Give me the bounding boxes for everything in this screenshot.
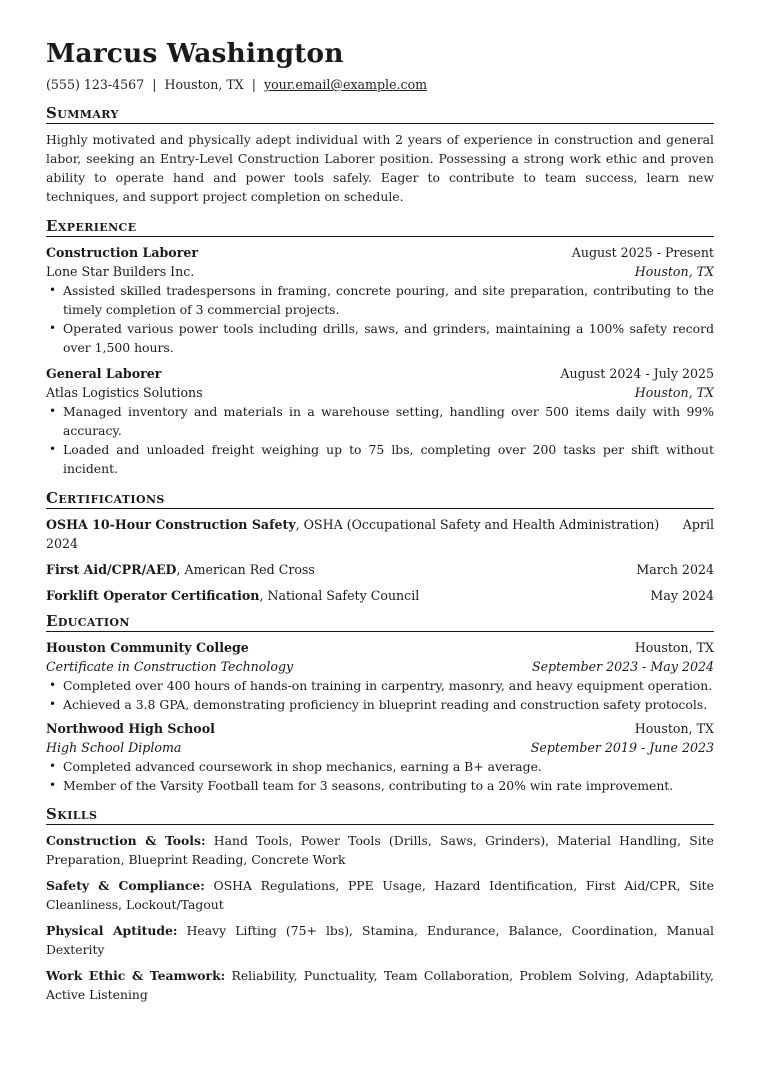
skill-group-label: Work Ethic & Teamwork: — [46, 968, 226, 983]
certification-issuer: , National Safety Council — [259, 588, 420, 603]
certification-date: May 2024 — [650, 588, 714, 603]
bullet-item: • Completed over 400 hours of hands-on training in carpentry, masonry, and heavy equipment operation. — [46, 676, 714, 695]
certification-issuer: , American Red Cross — [176, 562, 315, 577]
job-entry — [46, 364, 714, 478]
job-role: Construction Laborer — [46, 245, 198, 260]
section-title-experience: Experience — [46, 217, 714, 237]
email-link[interactable]: your.email@example.com — [263, 77, 428, 92]
degree: Certificate in Construction Technology — [46, 659, 294, 674]
school-location: Houston, TX — [634, 640, 714, 655]
job-bullets — [46, 281, 714, 357]
bullet-item: • Assisted skilled tradespersons in framing, concrete pouring, and site preparation, contributing to the timely completion of 3 commercial projects. — [46, 281, 714, 319]
skill-group — [46, 921, 714, 959]
education-section — [46, 612, 714, 795]
skill-group-items: Heavy Lifting (75+ lbs), Stamina, Endurance, Balance, Coordination, Manual Dexterity — [46, 923, 715, 957]
certification-date-year: 2024 — [46, 536, 79, 551]
certification-date: April — [682, 517, 714, 532]
location: Houston, TX — [164, 77, 244, 92]
certification-issuer: , OSHA (Occupational Safety and Health Administration) — [295, 517, 660, 532]
skill-group-label: Safety & Compliance: — [46, 878, 205, 893]
education-bullets — [46, 676, 714, 714]
contact-separator: | — [152, 77, 157, 92]
job-company: Lone Star Builders Inc. — [46, 264, 195, 279]
education-entry — [46, 638, 714, 714]
job-company: Atlas Logistics Solutions — [46, 385, 203, 400]
certification-name: First Aid/CPR/AED — [46, 562, 177, 577]
certification-name: Forklift Operator Certification — [46, 588, 260, 603]
skill-group-label: Physical Aptitude: — [46, 923, 178, 938]
certifications-section — [46, 489, 714, 605]
section-title-skills: Skills — [46, 805, 714, 825]
skill-group-label: Construction & Tools: — [46, 833, 206, 848]
resume-header — [46, 38, 714, 93]
skill-group-items: OSHA Regulations, PPE Usage, Hazard Identification, First Aid/CPR, Site Cleanliness, Lockout/Tagout — [46, 878, 714, 912]
skill-group — [46, 876, 714, 914]
school-name: Northwood High School — [46, 721, 215, 736]
job-dates: August 2024 - July 2025 — [560, 366, 714, 381]
job-entry — [46, 243, 714, 357]
certification-date: March 2024 — [636, 562, 714, 577]
school-name: Houston Community College — [46, 640, 249, 655]
certification-item — [46, 586, 714, 605]
section-title-summary: Summary — [46, 104, 714, 124]
bullet-item: • Managed inventory and materials in a warehouse setting, handling over 500 items daily with 99% accuracy. — [46, 402, 714, 440]
education-dates: September 2023 - May 2024 — [531, 659, 714, 674]
job-dates: August 2025 - Present — [571, 245, 714, 260]
skill-group-items: Hand Tools, Power Tools (Drills, Saws, Grinders), Material Handling, Site Preparation, Blueprint Reading, Concrete Work — [46, 833, 714, 867]
contact-separator: | — [251, 77, 256, 92]
summary-text: Highly motivated and physically adept individual with 2 years of experience in construction and general labor, seeking an Entry-Level Construction Laborer position. Possessing a strong work ethic and proven ability to operate hand and power tools safely. Eager to contribute to team success, learn new techniques, and support project completion on schedule. — [46, 132, 714, 204]
degree: High School Diploma — [46, 740, 182, 755]
job-location: Houston, TX — [634, 385, 714, 400]
school-location: Houston, TX — [634, 721, 714, 736]
summary-section — [46, 104, 714, 206]
section-title-education: Education — [46, 612, 714, 632]
job-role: General Laborer — [46, 366, 162, 381]
bullet-item: • Loaded and unloaded freight weighing up to 75 lbs, completing over 200 tasks per shift without incident. — [46, 440, 714, 478]
phone-number: (555) 123-4567 — [46, 77, 145, 92]
skill-group — [46, 831, 714, 869]
job-location: Houston, TX — [634, 264, 714, 279]
section-title-certifications: Certifications — [46, 489, 714, 509]
education-dates: September 2019 - June 2023 — [530, 740, 714, 755]
certification-name: OSHA 10-Hour Construction Safety — [46, 517, 296, 532]
certification-item — [46, 560, 714, 579]
candidate-name: Marcus Washington — [46, 38, 344, 69]
education-bullets — [46, 757, 714, 795]
education-entry — [46, 719, 714, 795]
job-bullets — [46, 402, 714, 478]
certification-item — [46, 515, 714, 553]
skill-group — [46, 966, 714, 1004]
bullet-item: • Achieved a 3.8 GPA, demonstrating proficiency in blueprint reading and construction safety protocols. — [46, 695, 714, 714]
skill-group-items: Reliability, Punctuality, Team Collaboration, Problem Solving, Adaptability, Active Listening — [46, 968, 714, 1002]
skills-section — [46, 805, 714, 1004]
bullet-item: • Operated various power tools including drills, saws, and grinders, maintaining a 100% safety record over 1,500 hours. — [46, 319, 714, 357]
contact-line — [46, 76, 714, 93]
bullet-item: • Completed advanced coursework in shop mechanics, earning a B+ average. — [46, 757, 714, 776]
experience-section — [46, 217, 714, 478]
bullet-item: • Member of the Varsity Football team for 3 seasons, contributing to a 20% win rate improvement. — [46, 776, 714, 795]
